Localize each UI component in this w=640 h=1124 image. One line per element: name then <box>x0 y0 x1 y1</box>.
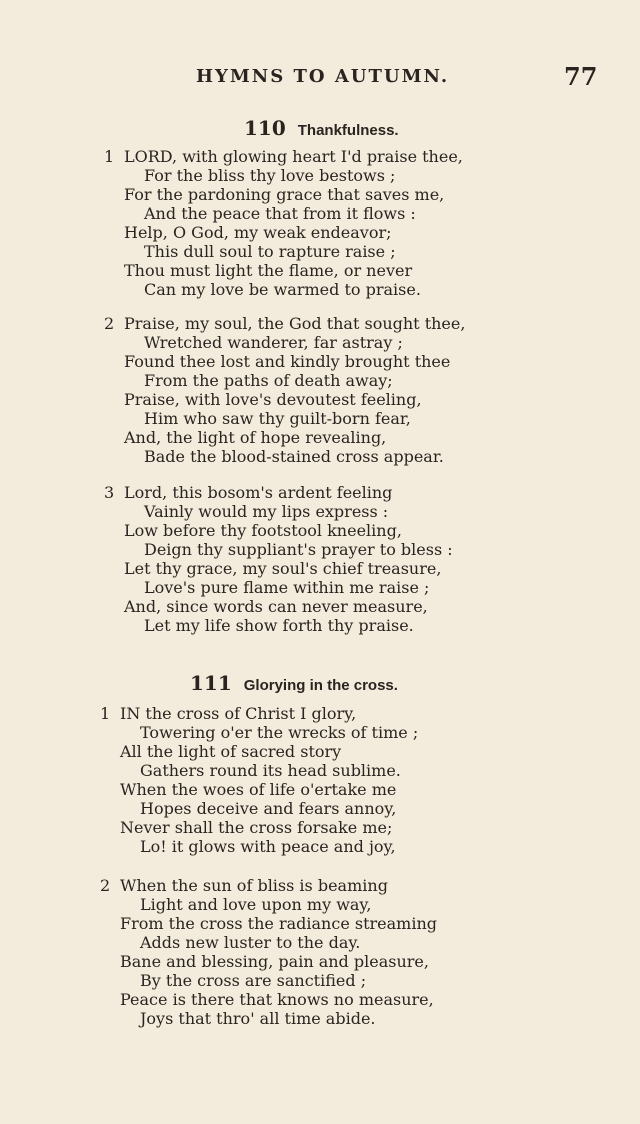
verse-line: Found thee lost and kindly brought thee <box>124 352 451 371</box>
verse-line: Thou must light the flame, or never <box>124 261 413 280</box>
verse-line: When the sun of bliss is beaming <box>120 876 388 895</box>
hymn-110-heading <box>244 116 399 140</box>
verse-line: Love's pure flame within me raise ; <box>144 578 430 597</box>
verse-line: Wretched wanderer, far astray ; <box>144 333 403 352</box>
verse-line: Can my love be warmed to praise. <box>144 280 421 299</box>
verse-line: And, since words can never measure, <box>124 597 428 616</box>
verse-line: Bade the blood-stained cross appear. <box>144 447 444 466</box>
verse-line: When the woes of life o'ertake me <box>120 780 397 799</box>
stanza-number: 3 <box>104 483 115 502</box>
verse-line: Vainly would my lips express : <box>144 502 389 521</box>
verse-line: Light and love upon my way, <box>140 895 372 914</box>
verse-line: Lo! it glows with peace and joy, <box>140 837 396 856</box>
verse-line: LORD, with glowing heart I'd praise thee, <box>124 147 463 166</box>
hymn-title: Glorying in the cross. <box>243 677 398 694</box>
verse-line: Towering o'er the wrecks of time ; <box>140 723 419 742</box>
verse-line: Hopes deceive and fears annoy, <box>140 799 397 818</box>
verse-line: From the cross the radiance streaming <box>120 914 438 933</box>
verse-line: Help, O God, my weak endeavor; <box>124 223 392 242</box>
hymn-111-heading <box>190 671 398 695</box>
verse-line: By the cross are sanctified ; <box>140 971 367 990</box>
verse-line: Let thy grace, my soul's chief treasure, <box>124 559 442 578</box>
verse-line: Never shall the cross forsake me; <box>120 818 393 837</box>
verse-line: Adds new luster to the day. <box>140 933 361 952</box>
verse-line: Deign thy suppliant's prayer to bless : <box>144 540 453 559</box>
hymn-number: 110 <box>244 116 286 140</box>
verse-line: Let my life show forth thy praise. <box>144 616 414 635</box>
hymn-title: Thankfulness. <box>297 122 399 139</box>
stanza-number: 2 <box>104 314 115 333</box>
verse-line: Low before thy footstool kneeling, <box>124 521 402 540</box>
stanza-number: 1 <box>104 147 115 166</box>
stanza-number: 1 <box>100 704 111 723</box>
running-head: HYMNS TO AUTUMN. <box>196 66 450 87</box>
verse-line: And the peace that from it flows : <box>144 204 416 223</box>
verse-line: This dull soul to rapture raise ; <box>144 242 396 261</box>
verse-line: And, the light of hope revealing, <box>124 428 387 447</box>
verse-line: For the pardoning grace that saves me, <box>124 185 445 204</box>
verse-line: Joys that thro' all time abide. <box>140 1009 376 1028</box>
verse-line: Praise, with love's devoutest feeling, <box>124 390 422 409</box>
verse-line: For the bliss thy love bestows ; <box>144 166 396 185</box>
verse-line: Peace is there that knows no measure, <box>120 990 434 1009</box>
verse-line: Lord, this bosom's ardent feeling <box>124 483 393 502</box>
stanza-number: 2 <box>100 876 111 895</box>
verse-line: All the light of sacred story <box>120 742 342 761</box>
verse-line: IN the cross of Christ I glory, <box>120 704 357 723</box>
verse-line: Him who saw thy guilt-born fear, <box>144 409 411 428</box>
verse-line: Bane and blessing, pain and pleasure, <box>120 952 429 971</box>
page-number: 77 <box>564 62 598 91</box>
verse-line: From the paths of death away; <box>144 371 393 390</box>
hymn-number: 111 <box>190 671 232 695</box>
verse-line: Praise, my soul, the God that sought thee, <box>124 314 466 333</box>
verse-line: Gathers round its head sublime. <box>140 761 401 780</box>
